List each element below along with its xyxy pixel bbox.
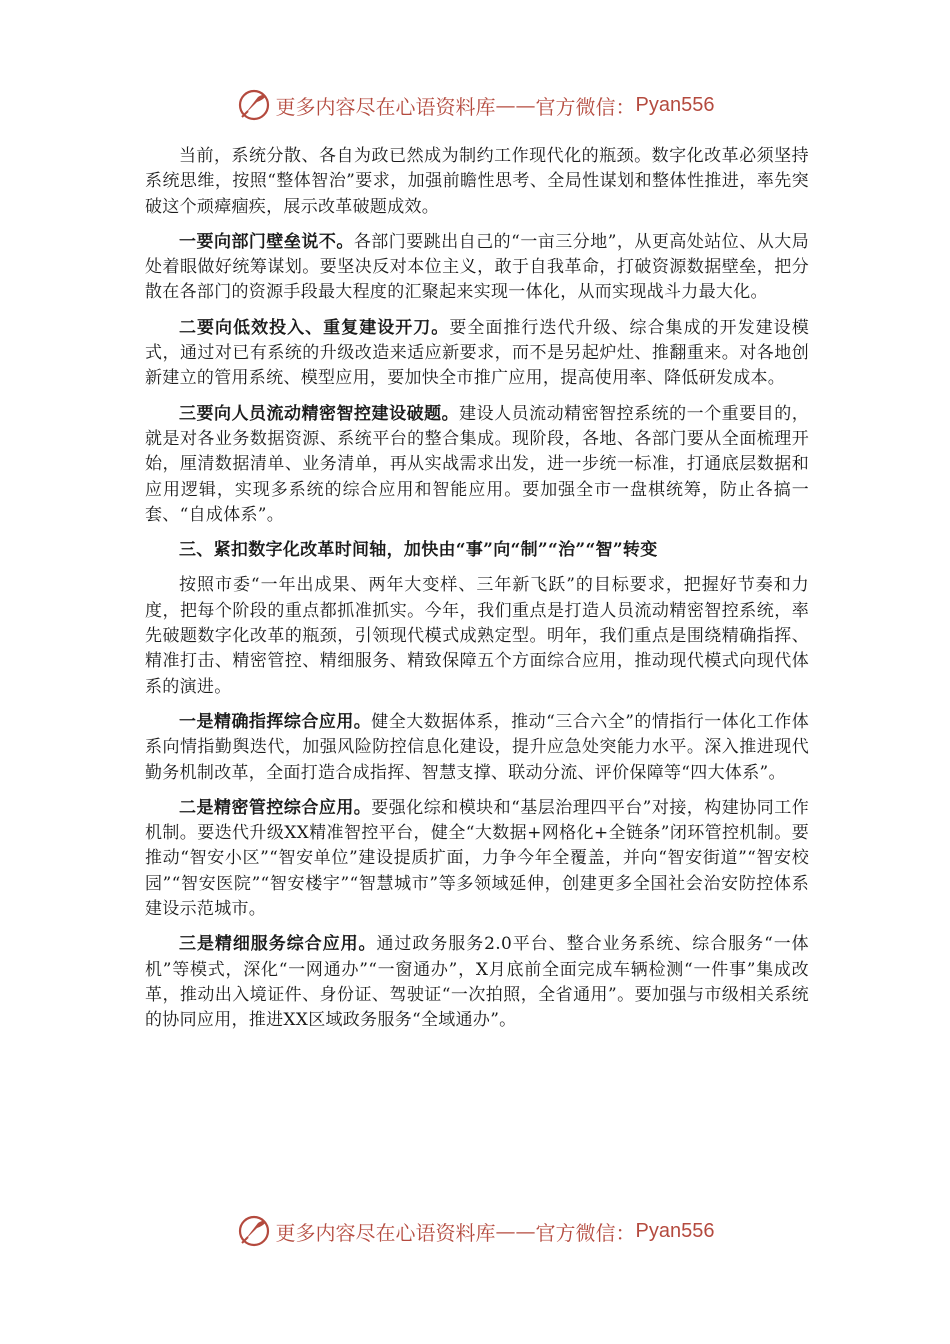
paragraph-1	[145, 230, 809, 306]
section-3-paragraph-2-body: 要强化综和模块和“基层治理四平台”对接，构建协同工作机制。要迭代升级XX精准智控平台，健全“大数据+网格化+全链条”闭环管控机制。要推动“智安小区”“智安单位”建设提质扩面，力争今年全覆盖，并向“智安街道”“智安校园”“智安医院”“智安楼宇”“智慧城市”等多领域延伸，创建更多全国社会治安防控体系建设示范城市。	[145, 797, 809, 920]
banner-wechat-label: 官方微信：	[535, 94, 636, 119]
paragraph-1-lead: 一要向部门壁垒说不。	[179, 231, 354, 252]
section-3-paragraph-1-lead: 一是精确指挥综合应用。	[179, 711, 372, 732]
section-3-paragraph-3-lead: 三是精细服务综合应用。	[179, 934, 377, 955]
section-3-paragraph-2-lead: 二是精密管控综合应用。	[179, 797, 372, 818]
banner-text: 更多内容尽在心语资料库	[275, 1220, 496, 1245]
paragraph-3-body: 建设人员流动精密智控系统的一个重要目的，就是对各业务数据资源、系统平台的整合集成。现阶段，各地、各部门要从全面梳理开始，厘清数据清单、业务清单，再从实战需求出发，进一步统一标准，打通底层数据和应用逻辑，实现多系统的综合应用和智能应用。要加强全市一盘棋统筹，防止各搞一套、“自成体系”。	[145, 403, 809, 525]
paragraph-1-body: 各部门要跳出自己的“一亩三分地”，从更高处站位、从大局处着眼做好统筹谋划。要坚决反对本位主义，敢于自我革命，打破资源数据壁垒，把分散在各部门的资源手段最大程度的汇聚起来实现一体化，从而实现战斗力最大化。	[145, 231, 809, 303]
footer-banner	[0, 1211, 950, 1251]
banner-dash: ——	[495, 93, 536, 117]
section-3-paragraph-1-body: 健全大数据体系，推动“三合六全”的情指行一体化工作体系向情指勤舆迭代，加强风险防控信息化建设，提升应急处突能力水平。深入推进现代勤务机制改革，全面打造合成指挥、智慧支撑、联动分流、评价保障等“四大体系”。	[145, 711, 809, 783]
paragraph-2	[145, 316, 809, 392]
paragraph-3-lead: 三要向人员流动精密智控建设破题。	[179, 403, 460, 424]
quill-logo-icon	[236, 1213, 272, 1249]
banner-wechat-label: 官方微信：	[535, 1220, 636, 1245]
section-3-paragraph-3-body: 通过政务服务2.0平台、整合业务系统、综合服务“一体机”等模式，深化“一网通办”“一窗通办”，X月底前全面完成车辆检测“一件事”集成改革，推动出入境证件、身份证、驾驶证“一次拍照，全省通用”。要加强与市级相关系统的协同应用，推进XX区域政务服务“全域通办”。	[145, 934, 809, 1031]
banner-dash: ——	[495, 1219, 536, 1243]
document-body	[145, 144, 809, 1044]
paragraph-3	[145, 402, 809, 528]
banner-text: 更多内容尽在心语资料库	[275, 94, 496, 119]
section-3-paragraph-2	[145, 796, 809, 922]
paragraph-2-lead: 二要向低效投入、重复建设开刀。	[179, 317, 450, 338]
banner-wechat-id: Pyan556	[635, 93, 715, 116]
quill-logo-icon	[236, 87, 272, 123]
section-3-intro: 按照市委“一年出成果、两年大变样、三年新飞跃”的目标要求，把握好节奏和力度，把每个阶段的重点都抓准抓实。今年，我们重点是打造人员流动精密智控系统，率先破题数字化改革的瓶颈，引领现代模式成熟定型。明年，我们重点是围绕精确指挥、精准打击、精密管控、精细服务、精致保障五个方面综合应用，推动现代模式向现代体系的演进。	[145, 575, 809, 697]
section-3-heading: 三、紧扣数字化改革时间轴，加快由“事”向“制”“治”“智”转变	[179, 540, 658, 561]
section-3-paragraph-1	[145, 710, 809, 786]
intro-paragraph: 当前，系统分散、各自为政已然成为制约工作现代化的瓶颈。数字化改革必须坚持系统思维，按照“整体智治”要求，加强前瞻性思考、全局性谋划和整体性推进，率先突破这个顽瘴痼疾，展示改革破题成效。	[145, 146, 809, 217]
paragraph-2-body: 要全面推行迭代升级、综合集成的开发建设模式，通过对已有系统的升级改造来适应新要求，而不是另起炉灶、推翻重来。对各地创新建立的管用系统、模型应用，要加快全市推广应用，提高使用率、降低研发成本。	[145, 317, 810, 389]
banner-wechat-id: Pyan556	[635, 1219, 715, 1242]
header-banner	[0, 85, 950, 125]
section-3-paragraph-3	[145, 932, 809, 1033]
